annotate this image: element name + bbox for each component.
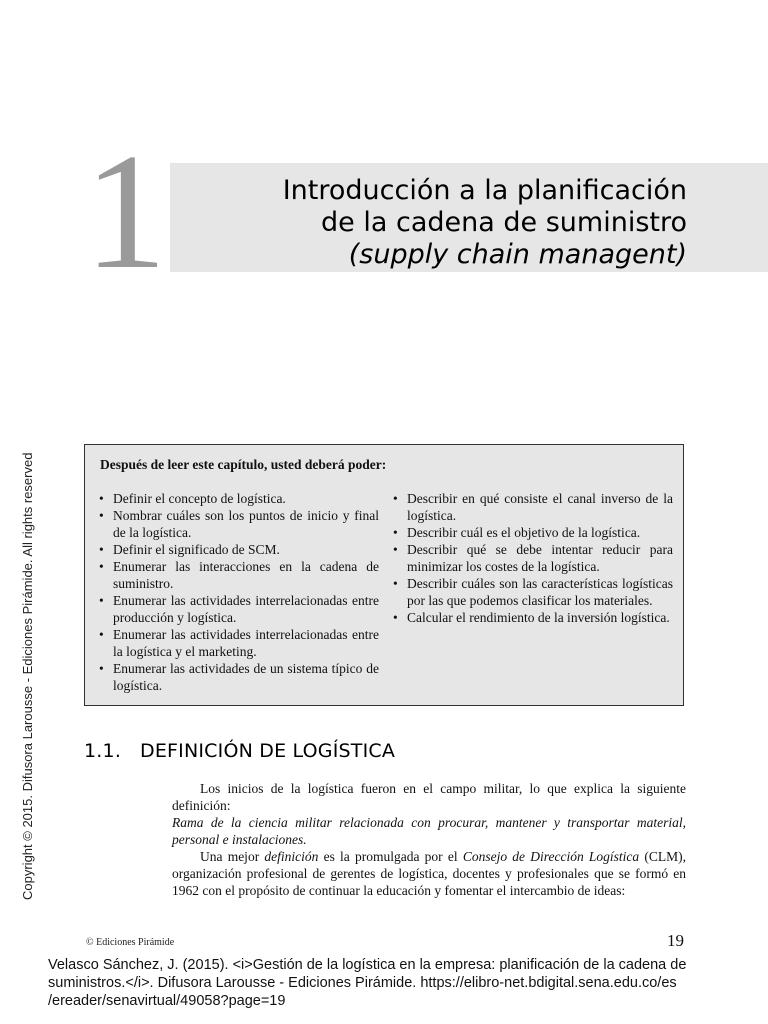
chapter-title-line: (supply chain managent) [348, 239, 687, 270]
page-number: 19 [667, 931, 684, 950]
objective-item: • Describir en qué consiste el canal inverso de la logística. [393, 490, 673, 524]
chapter-title-line: de la cadena de suministro [321, 207, 687, 238]
objective-item: • Enumerar las actividades interrelacionadas entre producción y logística. [99, 592, 379, 626]
objective-item: • Describir cuál es el objetivo de la logística. [393, 524, 673, 541]
section-title: DEFINICIÓN DE LOGÍSTICA [140, 740, 396, 762]
text-run: (CLM), organización profesional de gerentes de logística, docentes y profesionales que se formó en 1962 con el propósito de continuar la educación y fomentar el intercambio de ideas: [172, 849, 686, 898]
objective-item: • Definir el concepto de logística. [99, 490, 379, 507]
section-number: 1.1. [84, 740, 122, 762]
objective-item: • Describir qué se debe intentar reducir para minimizar los costes de la logística. [393, 541, 673, 575]
text-run: Una mejor [200, 849, 265, 864]
chapter-title-line: Introducción a la planificación [282, 175, 687, 206]
objective-item: • Enumerar las actividades de un sistema típico de logística. [99, 660, 379, 694]
citation-text: Velasco Sánchez, J. (2015). <i>Gestión de la logística en la empresa: planificación de la cadena de suministros.</i>. Difusora Larousse - Ediciones Pirámide. https://elibro-net.bdigital.sena.edu.co/es /ereader/senavirtual/49058?page=19 [48, 957, 687, 1009]
paragraph: Los inicios de la logística fueron en el campo militar, lo que explica la siguiente definición: [172, 781, 686, 813]
objective-item: • Nombrar cuáles son los puntos de inicio y final de la logística. [99, 507, 379, 541]
definition-quote: Rama de la ciencia militar relacionada con procurar, mantener y transportar material, personal e instalaciones. [172, 815, 686, 847]
emphasis-text: definición [264, 849, 319, 864]
paragraph [172, 848, 686, 899]
text-run: es la promulgada por el [318, 849, 463, 864]
emphasis-text: Consejo de Dirección Logística [462, 849, 640, 864]
section-heading [84, 740, 395, 762]
objective-item: • Describir cuáles son las características logísticas por las que podemos clasificar los materiales. [393, 575, 673, 609]
chapter-title-band [170, 163, 768, 272]
chapter-title [283, 175, 687, 271]
objective-item: • Calcular el rendimiento de la inversión logística. [393, 609, 673, 626]
objectives-list-right [393, 490, 673, 626]
footer-publisher: © Ediciones Pirámide [86, 937, 175, 948]
objective-item: • Definir el significado de SCM. [99, 541, 379, 558]
chapter-number: 1 [84, 119, 167, 303]
objective-item: • Enumerar las interacciones en la cadena de suministro. [99, 558, 379, 592]
side-copyright-notice: Copyright © 2015. Difusora Larousse - Ediciones Pirámide. All rights reserved [20, 452, 35, 900]
objectives-box [84, 444, 684, 706]
objectives-list-left [99, 490, 379, 694]
objective-item: • Enumerar las actividades interrelacionadas entre la logística y el marketing. [99, 626, 379, 660]
objectives-heading: Después de leer este capítulo, usted deberá poder: [100, 457, 387, 472]
section-body [172, 780, 686, 899]
